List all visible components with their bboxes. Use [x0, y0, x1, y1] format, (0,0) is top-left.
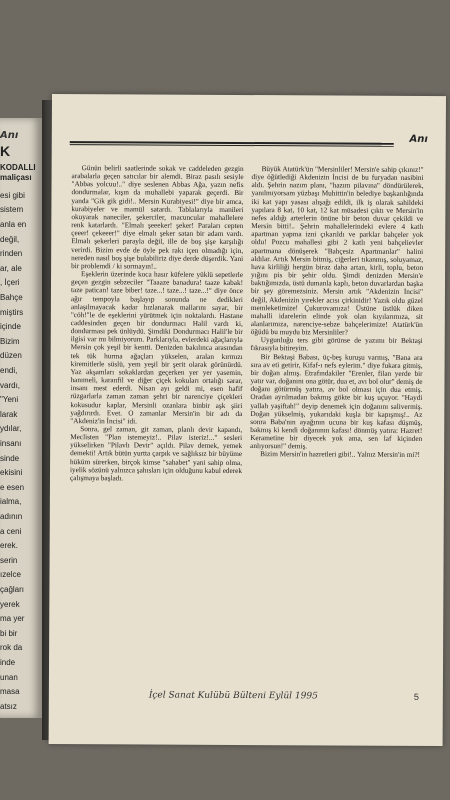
section-title: Anı — [409, 133, 428, 145]
left-page-fragment: rok da — [0, 643, 23, 653]
paragraph: Sonra, gel zaman, git zaman, planlı devir kapandı, Meclisten "Plan istemeyiz!.. Pilav isteriz!..." sesleri yükselirken "Pilavlı Devir" açıldı. Pilav demek, yemek demekti! Artık bütün yurtta çarpık ve sağlıksız bir büyüme hüküm sürerken, birçok kimse "sahabet" yani sahip olma, iyelik sözünü yalnızca şahısları için olduğunu kabul ederek çalışmaya başladı. — [69, 425, 243, 483]
left-page-fragment: , İçeri — [0, 278, 20, 288]
left-page-fragment: unan — [0, 672, 18, 682]
left-page-fragment: sistem — [0, 205, 24, 215]
left-page-fragment: çağları — [0, 585, 25, 594]
page-header — [70, 134, 428, 150]
left-page-fragment: vardı, — [0, 380, 21, 390]
left-page-fragment: serin — [0, 555, 18, 565]
left-page — [0, 118, 42, 718]
paragraph: Büyük Atatürk'ün "Mersinliler! Mersin'e sahip çıkınız!" diye öğütlediği Akdenizin İncisi de bu furyadan nasibini aldı. Şehrin nazım planı, "hazım pilavına" döndürülerek, yanılmıyorsam yüzbaşı Muhittin'in belediye başkanlığında iki kat yapı yasası alışağı edildi, ilk iş olarak sahildeki yapılara 8 kat, 10 kat, 12 kat müsadesi çıktı ve Mersin'in nefes aldığı arterlerin önüne bir beton duvar çekildi ve Mersin bitti!.. Şehrin mahallelerindeki evlere 4 katlı apartman yapma izni çıkarıldı ve parklar bahçeler yok oldu! Pozcu mahallesi gibi 2 katlı yeni bahçelievler apartmana dönüşerek "Bahçesiz Apartmanlar" halini aldılar. Artık Mersin bitmiş, ciğerleri tıkanmış, soluyamaz, hava kirliliği hergün biraz daha artan, kirli, toplu, beton yığını pis bir şehir oldu. Şimdi denizden Mersin'e baktığımızda, üstü dumanla kaplı, beton duvarlardan başka bir şey göremezsiniz. Mersin artık "Akdenizin İncisi" değil, Akdenizin yırekler acısı çirkinidir! Yazık oldu güzel memleketimize! Çukurovamıza! Üstüne üstlük diken mahalli idarelerin elinde yok olan kıyılarımıza, sit alanlarımıza, narenciye-sebze bahçelerimize! Atatürk'ün öğüdü bu muydu biz Mersinliler? — [250, 165, 424, 337]
left-page-fragment: maliçası — [0, 173, 32, 182]
text-column-left — [70, 164, 244, 483]
paragraph: Uygunluğu ters gibi görünse de yazımı bir Bektaşi fıkrasıyla bitireyim. — [250, 336, 423, 353]
left-page-fragment: Bizim — [0, 336, 20, 346]
left-page-fragment: düzen — [0, 351, 22, 361]
left-page-fragment: esi gibi — [0, 190, 25, 200]
left-page-fragment: K — [0, 143, 11, 159]
left-page-fragment: masa — [0, 687, 20, 697]
left-page-fragment: Bahçe — [0, 293, 23, 302]
left-page-fragment: atsız — [0, 701, 17, 711]
left-page-fragment: bi bir — [0, 628, 18, 638]
left-page-fragment: rinden — [0, 249, 23, 259]
left-page-fragment: adının — [0, 512, 23, 521]
page-footer — [49, 690, 443, 706]
left-page-fragment: ekisini — [0, 468, 23, 478]
left-page-fragment: KODALLI — [0, 163, 36, 172]
left-page-fragment: inde — [0, 658, 16, 667]
left-page-fragment: içinde — [0, 322, 21, 332]
left-page-fragment: a ceni — [0, 526, 22, 536]
left-page-fragment: ızelce — [0, 570, 21, 580]
left-page-fragment: e esen — [0, 482, 25, 492]
left-page-fragment: ma yer — [0, 614, 25, 624]
left-page-fragment: ydılar, — [0, 424, 22, 434]
paragraph: Günün belirli saatlerinde sokak ve caddeleden gezgin arabalarla geçen satıcılar bir alemdi. Biraz pasılı sesiyle "Abbas yolcuu!.." diye seslenen Abbas Ağa, yazın nefis dondurmalar, kışın da muhallebi yaparak geçerdi. Bir yanda "Gik gik gidi!.. Mersin Kurabiyesi!" diye bir amca, kurabiyeler ve mamül satardı. Tablalarıyla manileri okuyarak naneciler, şekerciler, macuncular mahallelere renk katarlardı. "Elmalı şeeeker! şeker! Paraları cepten çeeer! çekeeer!" diye elmalı şeker satan bir adam vardı. Elmalı şekerleri parayla değil, ille de boş şişe karşılığı verirdi. Bizim evde de öyle pek rakı içen olmadığı için, nereden nasıl boş şişe bulabiliriz diye derde düşerdik. Yani bir problemdi / ki sormayın!.. — [71, 164, 244, 271]
header-rule — [70, 141, 394, 147]
paragraph: Bizim Mersin'in hazretleri gibi!.. Yalnız Mersin'in mi?! — [260, 450, 421, 460]
left-page-fragment: endi, — [0, 366, 18, 375]
left-page-fragment: insanı — [0, 439, 22, 448]
main-page — [49, 94, 446, 746]
paragraph: Bir Bektaşi Babası, üç-beş kuruşu varmış, "Bana ara sıra av eti getirir, Kifaf-ı nefs eylerim." diye fukara gitmiş, bir doğan almış. Etrafındakiler "Erenler, filan yerde bir yatır var, doğanını ona götür, dua et, avı bol olur" demiş de doğanı götürmüş yatıra, av bol olması için dua etmiş. Oradan ayrılmadan bakmış gökte bir kuş uçuyor. "Haydi yallah yaşiftah!" deyip denemek için doğanını salivermiş. Doğan yükselmiş, yukarıdaki kuşla bir kapışmış!.. Az sonra Baba'nın ayağının ucuna bir kuş kafası düşmüş, bakmış ki kendi doğanının kafası! dönmüş yatıra: Hazret! Kerametine bir diyecek yok ama, sen laf kiçinden anlıyorsun!" demiş. — [250, 352, 423, 451]
page-number: 5 — [413, 691, 419, 702]
left-page-fragment: değil, — [0, 234, 20, 244]
left-page-fragment: ialma, — [0, 497, 22, 507]
publication-name: İçel Sanat Kulübü Bülteni Eylül 1995 — [148, 690, 318, 702]
paragraph: Eşeklerin üzerinde koca hasır küfelere yüklü sepetlerle geçen gezgin sebzeciler "Taaaze banadura! taaze kabak! taze patican! taze biber! taze...! taze...! taze...!" diye önce ağır tempoyla başlayıp sonunda ne dedikleri anlaşılmayacak kadar hızlanarak mallarını sayar, bir "cöh!"le de eşeklerini yürütmek için noktalardı. Hastane caddesinden geçen bir dondurmacı Halil vardı ki, dondurması pek ünlüydü. Şimdiki Dondurmacı Halil'le bir ilgisi var mı bilmiyorum. Parklarıyla, evlerdeki ağaçlarıyla Mersin çok yeşil bir kentti. Denizden bakılınca arasından tek tük hurma ağaçları yükselen, aralan kırmızı kiremitlerle süslü, yem yeşil bir şerit olarak görünürdü. Yaz akşamları sokaklardan geçerken yer yer yasemin, hanımeli, karanfil ve diğer çiçek kokuları ortalığı sarar, insanı mest ederdi. Nisan ayı geldi mi, esen hafif rüzgarlarla zaman zaman şehri bir narenciye çiçekleri kokusudur kaplar, Mersinli ozanlara binbir aşk şiiri yağdırırdı. Evet. O zamanlar Mersin'in bir adı da "Akdeniz'in İncisi" idi. — [70, 270, 244, 426]
left-page-fragment: yerek — [0, 599, 20, 609]
left-page-fragment: ar, ale — [0, 263, 22, 273]
left-page-fragment: erek. — [0, 541, 18, 551]
left-page-fragment: miştirs — [0, 307, 24, 317]
left-page-fragment: larak — [0, 409, 18, 419]
left-page-fragment: anla en — [0, 220, 27, 229]
left-page-fragment: sinde — [0, 453, 20, 463]
text-column-right — [250, 165, 424, 460]
left-page-header: Anı — [0, 130, 19, 141]
left-page-fragment: "Yeni — [0, 395, 19, 405]
